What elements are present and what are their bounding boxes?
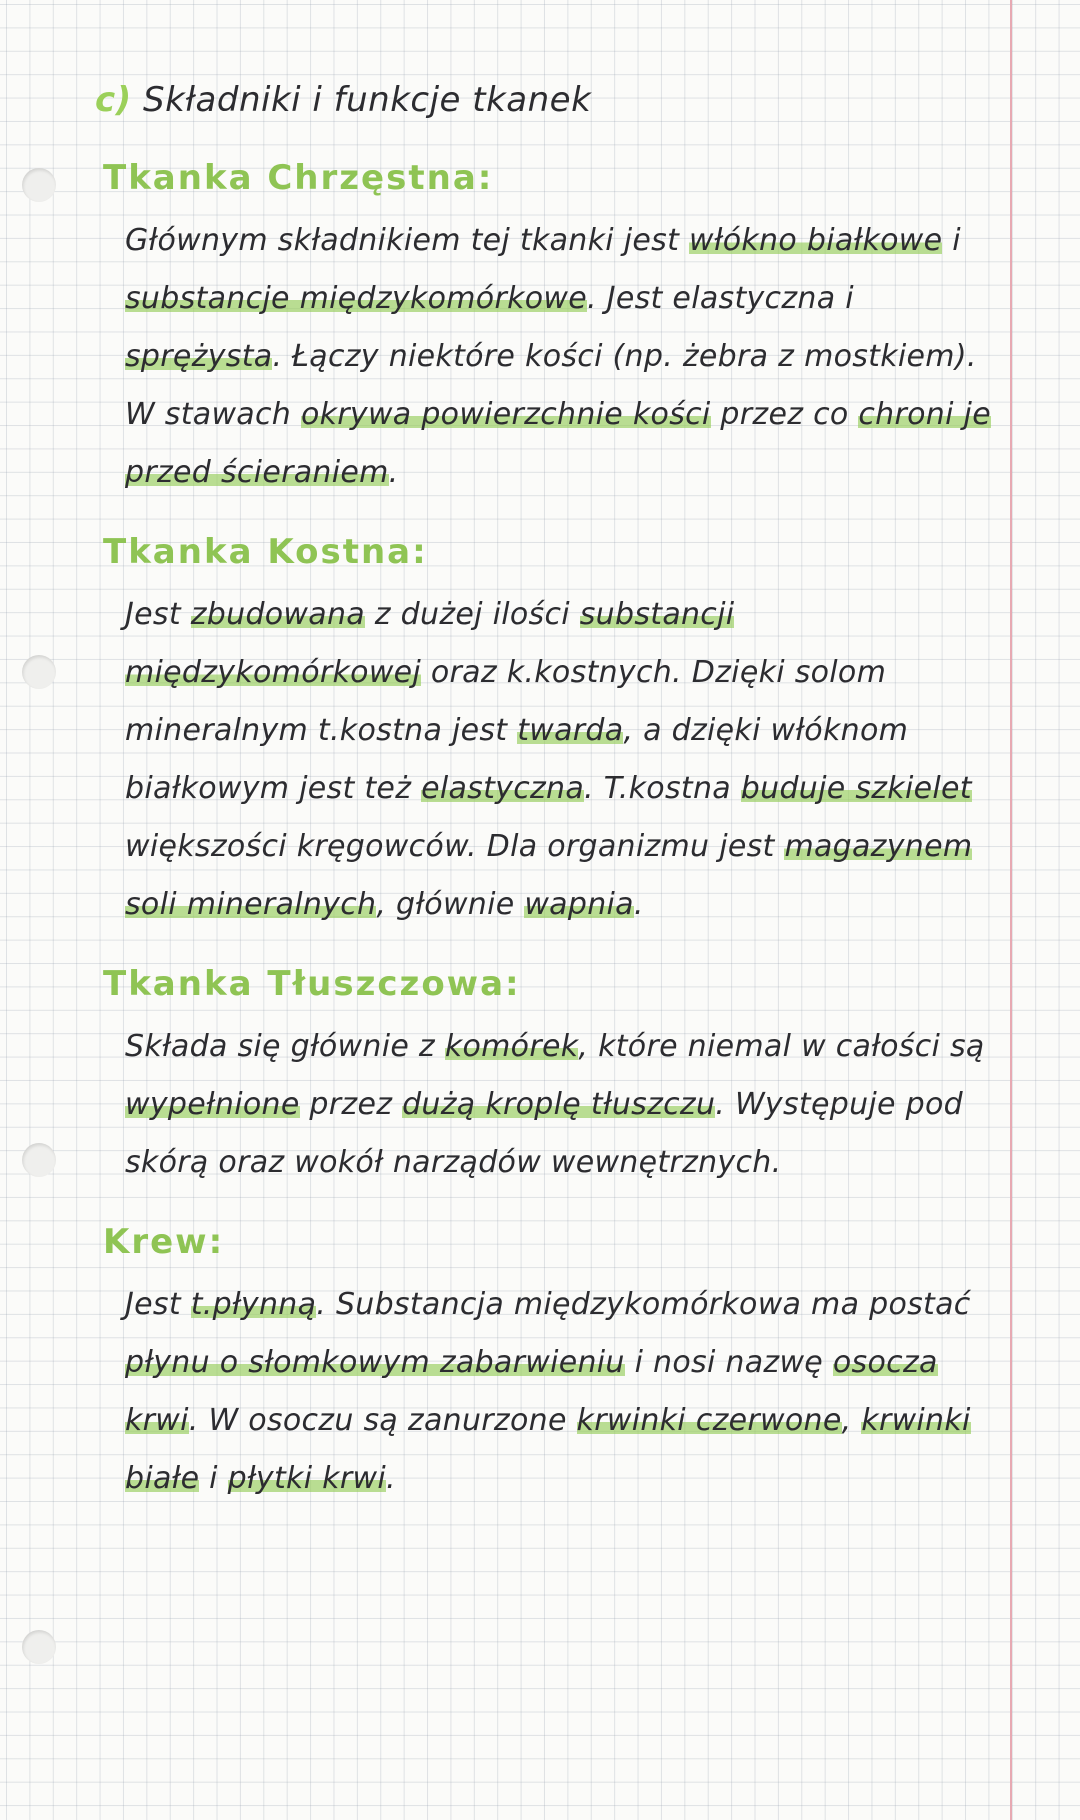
highlighted-phrase: osocza krwi	[125, 1345, 938, 1438]
section-tkanka-kostna	[95, 532, 995, 934]
text-run: Jest	[125, 597, 191, 632]
title-text: Składniki i funkcje tkanek	[143, 80, 592, 120]
text-run: przez co	[710, 397, 859, 432]
highlighted-phrase: krwinki białe	[125, 1403, 971, 1496]
section-tkanka-tluszczowa	[95, 964, 995, 1192]
text-run: Jest	[125, 1287, 191, 1322]
highlighted-phrase: magazynem	[784, 829, 973, 864]
text-run: oraz k.kostnych. Dzięki solom mineralnym t.kostna jest	[125, 655, 887, 748]
highlighted-phrase: dużą kroplę tłuszczu	[402, 1087, 716, 1122]
highlighted-phrase: twarda	[517, 713, 624, 748]
text-run: przez	[299, 1087, 403, 1122]
highlighted-phrase: płynu o słomkowym zabarwieniu	[125, 1345, 625, 1380]
highlighted-phrase: buduje szkielet	[740, 771, 972, 806]
highlighted-phrase: zbudowana	[190, 597, 365, 632]
punch-hole	[22, 168, 56, 202]
section-heading: Tkanka Chrzęstna:	[103, 158, 494, 198]
title-letter: c)	[95, 80, 132, 120]
section-krew	[95, 1222, 995, 1508]
highlighted-phrase: włókno białkowe	[688, 223, 943, 258]
highlighted-phrase: substancji międzykomórkowej	[125, 597, 735, 690]
text-run: , głównie	[376, 887, 525, 922]
text-run: i	[942, 223, 961, 258]
text-run: Składa się głównie z	[125, 1029, 445, 1064]
highlighted-phrase: t.płynną	[190, 1287, 317, 1322]
highlighted-phrase: sprężysta	[125, 339, 273, 374]
text-run: . Jest elastyczna i	[587, 281, 854, 316]
punch-hole	[22, 1143, 56, 1177]
highlighted-phrase: krwinki czerwone	[576, 1403, 842, 1438]
section-heading: Krew:	[103, 1222, 225, 1262]
highlighted-phrase: chroni je przed ścieraniem	[125, 397, 991, 490]
highlighted-phrase: okrywa powierzchnie kości	[300, 397, 711, 432]
highlighted-phrase: substancje międzykomórkowe	[125, 281, 588, 316]
text-run: . T.kostna	[584, 771, 741, 806]
highlighted-phrase: wapnia	[524, 887, 634, 922]
text-run: . Występuje pod skórą oraz wokół narządów wewnętrznych.	[125, 1087, 963, 1180]
section-heading: Tkanka Kostna:	[103, 532, 428, 572]
highlighted-phrase: soli mineralnych	[125, 887, 377, 922]
section-text	[125, 1018, 995, 1192]
text-run: . W osoczu są zanurzone	[188, 1403, 577, 1438]
text-run: Głównym składnikiem tej tkanki jest	[125, 223, 689, 258]
page-title	[95, 80, 995, 120]
note-content	[95, 80, 995, 1538]
text-run: .	[633, 887, 644, 922]
section-tkanka-chrzestna	[95, 158, 995, 502]
text-run: . Łączy niektóre kości (np. żebra z mostkiem). W stawach	[125, 339, 977, 432]
text-run: .	[388, 455, 399, 490]
text-run: .	[385, 1461, 396, 1496]
highlighted-phrase: płytki krwi	[227, 1461, 386, 1496]
section-text	[125, 1276, 995, 1508]
punch-hole	[22, 1630, 56, 1664]
highlighted-phrase: komórek	[444, 1029, 579, 1064]
highlighted-phrase: wypełnione	[125, 1087, 300, 1122]
text-run: i nosi nazwę	[624, 1345, 833, 1380]
punch-hole	[22, 655, 56, 689]
text-run: większości kręgowców. Dla organizmu jest	[125, 829, 785, 864]
section-text	[125, 212, 995, 502]
text-run: z dużej ilości	[364, 597, 580, 632]
highlighted-phrase: elastyczna	[421, 771, 585, 806]
text-run: . Substancja międzykomórkowa ma postać	[316, 1287, 971, 1322]
margin-line	[1010, 0, 1012, 1820]
text-run: ,	[841, 1403, 862, 1438]
text-run: i	[199, 1461, 228, 1496]
section-text	[125, 586, 995, 934]
section-heading: Tkanka Tłuszczowa:	[103, 964, 521, 1004]
text-run: , które niemal w całości są	[578, 1029, 985, 1064]
text-run: , a dzięki włóknom białkowym jest też	[125, 713, 909, 806]
